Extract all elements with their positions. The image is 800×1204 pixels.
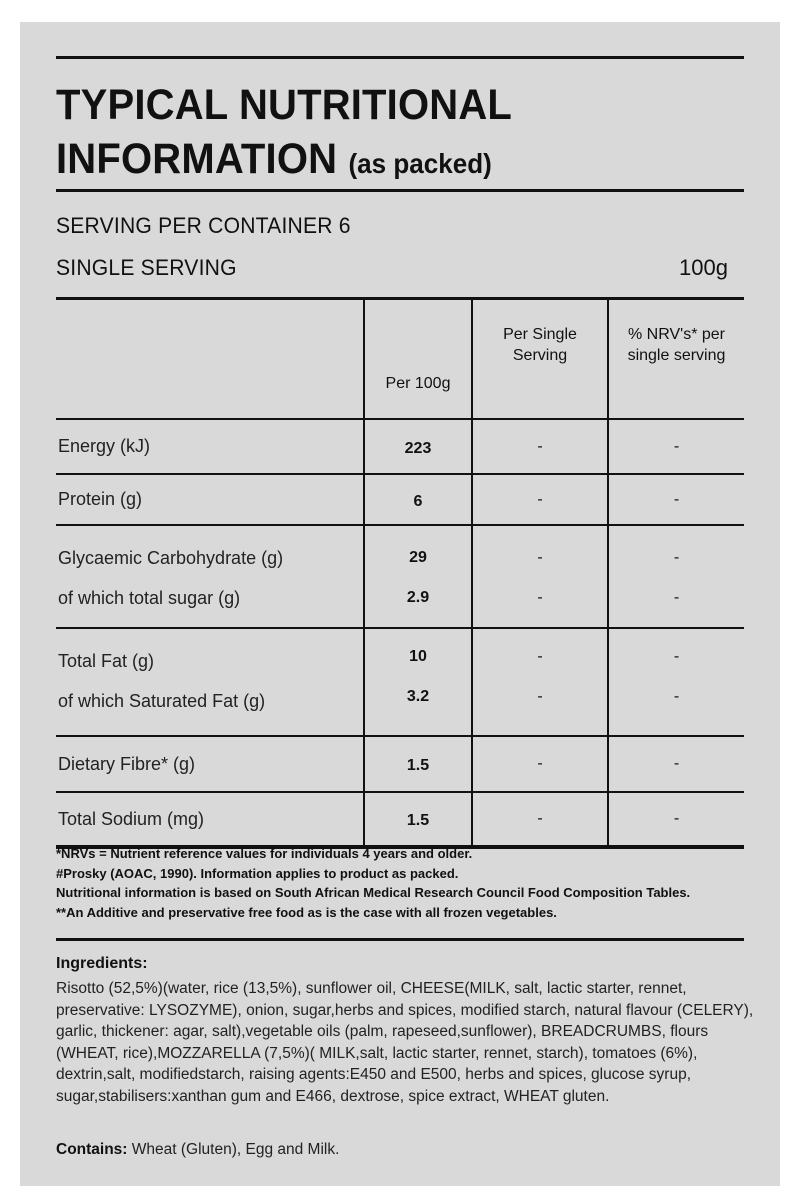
nutrient-label: Protein (g) [56, 474, 364, 525]
carbohydrate-label: Glycaemic Carbohydrate (g) [58, 548, 284, 568]
per-100g-value: 1.5 [364, 792, 472, 847]
saturated-fat-label: of which Saturated Fat (g) [58, 691, 266, 711]
nutrient-label: Energy (kJ) [56, 419, 364, 474]
nutrient-label [56, 628, 364, 736]
table-row [56, 525, 744, 628]
nrv-value: - - [608, 525, 744, 628]
single-serving-label: SINGLE SERVING [56, 255, 237, 280]
ingredients-text: Risotto (52,5%)(water, rice (13,5%), sunflower oil, CHEESE(MILK, salt, lactic starter, rennet, preservative: LYSOZYME), onion, sugar,herbs and spices, modified starch, natural flavour (CELERY), garlic, thickener: agar, salt),vegetable oils (palm, rapeseed,sunflower), BREADCRUMBS, flours (WHEAT, rice),MOZZARELLA (7,5%)( MILK,salt, lactic starter, rennet, starch), tomatoes (6%), dextrin,salt, modifiedstarch, raising agents:E450 and E500, herbs and spices, glucose syrup, sugar,stabilisers:xanthan gum and E466, dextrose, spice extract, WHEAT gluten. [56, 980, 754, 1105]
allergen-statement [56, 1141, 339, 1159]
title-line-2-main: INFORMATION [56, 135, 338, 183]
page-title [56, 78, 707, 191]
per-100g-value: 6 [364, 474, 472, 525]
table-row [56, 736, 744, 792]
footnotes [56, 844, 756, 922]
per-100g-value: 10 3.2 [364, 628, 472, 736]
table-header-row [56, 298, 744, 419]
nrv-value: - [608, 474, 744, 525]
header-nutrient [56, 298, 364, 419]
nutrient-label: Total Sodium (mg) [56, 792, 364, 847]
header-nrv: % NRV's* per single serving [608, 298, 744, 419]
title-line-2 [56, 132, 707, 191]
per-serving-value: - [472, 474, 608, 525]
contains-text: Wheat (Gluten), Egg and Milk. [127, 1141, 340, 1158]
title-line-1: TYPICAL NUTRITIONAL [56, 81, 513, 129]
table-row [56, 628, 744, 736]
nrv-value: - - [608, 628, 744, 736]
nutrition-label-panel [20, 22, 780, 1186]
per-serving-value: - [472, 792, 608, 847]
sugar-label: of which total sugar (g) [58, 588, 241, 608]
footnote-source: Nutritional information is based on South African Medical Research Council Food Composition Tables. [56, 885, 691, 900]
ingredients-divider [56, 938, 744, 941]
header-per-100g: Per 100g [364, 298, 472, 419]
table-row [56, 792, 744, 847]
footnote-nrv: *NRVs = Nutrient reference values for individuals 4 years and older. [56, 846, 473, 861]
nutrient-label: Dietary Fibre* (g) [56, 736, 364, 792]
contains-label: Contains: [56, 1141, 128, 1158]
per-serving-value: - - [472, 525, 608, 628]
per-serving-value: - [472, 736, 608, 792]
per-100g-value: 223 [364, 419, 472, 474]
per-serving-value: - [472, 419, 608, 474]
table-row [56, 419, 744, 474]
per-100g-value: 29 2.9 [364, 525, 472, 628]
title-divider [56, 189, 744, 192]
single-serving-value: 100g [679, 255, 728, 280]
nrv-value: - [608, 419, 744, 474]
per-serving-value: - - [472, 628, 608, 736]
title-suffix: (as packed) [348, 148, 492, 179]
total-fat-label: Total Fat (g) [58, 651, 155, 671]
ingredients-heading: Ingredients: [56, 955, 148, 972]
footnote-prosky: #Prosky (AOAC, 1990). Information applies to product as packed. [56, 865, 459, 881]
header-per-single-serving: Per Single Serving [472, 298, 608, 419]
servings-per-container: SERVING PER CONTAINER 6 [56, 213, 351, 238]
nrv-value: - [608, 736, 744, 792]
per-100g-value: 1.5 [364, 736, 472, 792]
top-divider [56, 56, 744, 59]
nutrient-label [56, 525, 364, 628]
nrv-value: - [608, 792, 744, 847]
nutrition-table [56, 298, 744, 849]
footnote-additive: **An Additive and preservative free food as is the case with all frozen vegetables. [56, 904, 557, 920]
table-row [56, 474, 744, 525]
